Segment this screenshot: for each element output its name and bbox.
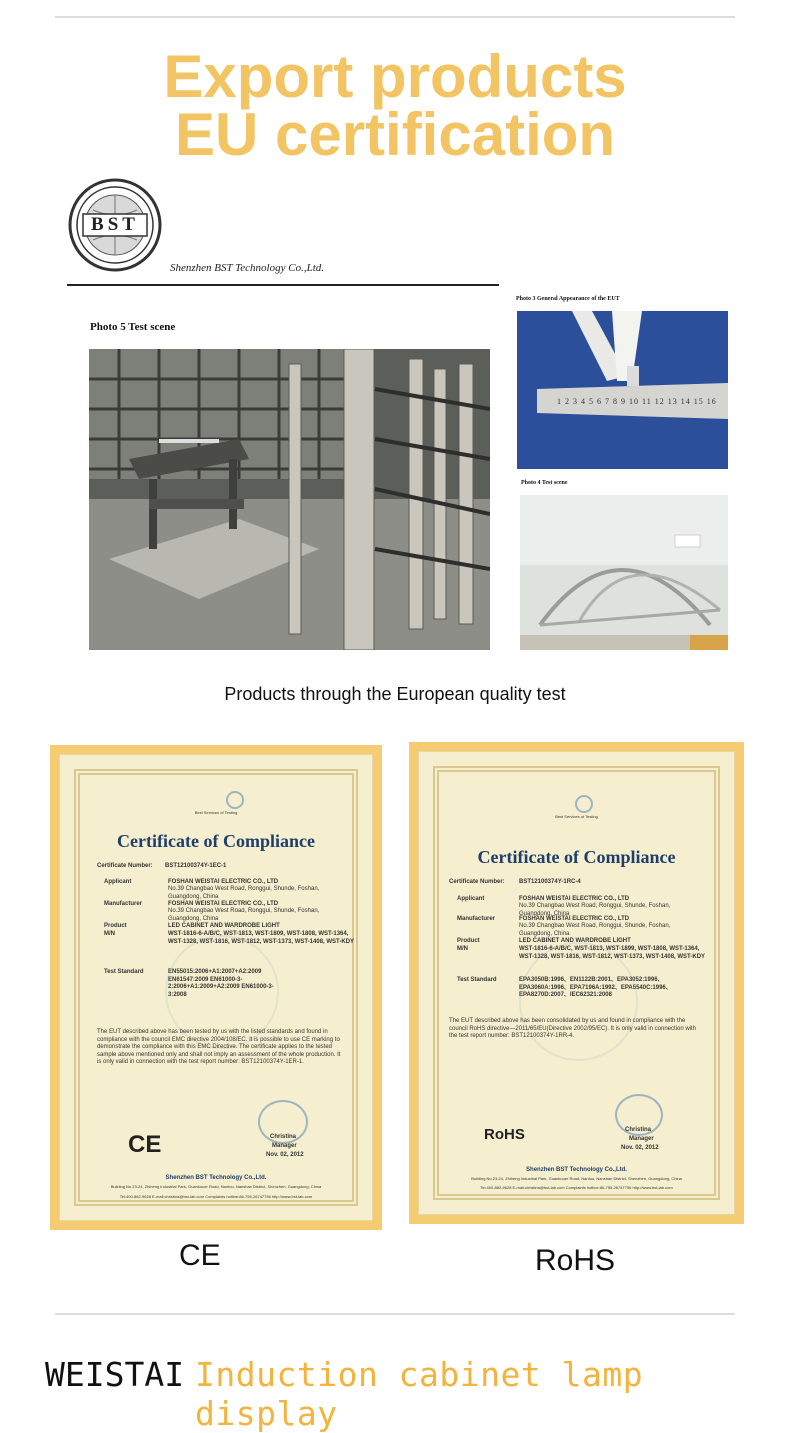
rohs-mn-label: M/N xyxy=(457,946,468,952)
rohs-product: LED CABINET AND WARDROBE LIGHT xyxy=(519,938,631,944)
rohs-manufacturer-label: Manufacturer xyxy=(457,916,496,922)
ce-signer-title: Manager xyxy=(272,1143,297,1149)
rohs-watermark xyxy=(519,942,638,1061)
rohs-contact: Tel:400-882-9628 E-mail:christina@bst-lab.com Complaints hotline:86-755-26747756 http://www.bst-lab.com xyxy=(480,1185,673,1190)
rohs-mn: WST-1816-6-A/B/C, WST-1813, WST-1899, WST-1808, WST-1364, WST-1328, WST-1816, WST-1812, WST-1373, WST-1408, WST-KDY xyxy=(519,946,706,960)
rohs-signer: Christina xyxy=(625,1127,652,1133)
bottom-divider xyxy=(55,1313,735,1315)
rohs-applicant-label: Applicant xyxy=(457,896,485,902)
rohs-org: Best Services of Testing xyxy=(555,814,598,819)
rohs-company: Shenzhen BST Technology Co.,Ltd. xyxy=(526,1167,627,1173)
rohs-signer-title: Manager xyxy=(629,1136,654,1142)
ce-mn: WST-1816-6-A/B/C, WST-1813, WST-1809, WST-1808, WST-1364, WST-1328, WST-1816, WST-1812, WST-1373, WST-1408, WST-KDY xyxy=(168,931,355,945)
ce-company: Shenzhen BST Technology Co.,Ltd. xyxy=(165,1175,267,1181)
rohs-number-label: Certificate Number: xyxy=(449,879,505,885)
ce-org: Best Services of Testing xyxy=(194,810,238,815)
top-divider xyxy=(55,16,735,18)
ce-product-label: Product xyxy=(104,923,127,929)
ce-manufacturer: FOSHAN WEISTAI ELECTRIC CO., LTD xyxy=(168,901,279,907)
rohs-standard: EPA3050B:1996、EN1122B:2001、EPA3052:1996、EPA3060A:1996、EPA7196A:1992、EPA5540C:1996、EPA8270D:2007、IEC62321:2008 xyxy=(519,977,672,998)
photo4-label: Photo 4 Test scene xyxy=(521,480,568,486)
rohs-certificate xyxy=(409,742,744,1224)
rohs-standard-label: Test Standard xyxy=(457,977,497,983)
footer-brand: WEISTAI xyxy=(45,1355,185,1394)
rohs-product-label: Product xyxy=(457,938,480,944)
ce-mark: CE xyxy=(128,1131,162,1158)
photo4-test-scene xyxy=(520,495,728,650)
rohs-mark: RoHS xyxy=(484,1126,525,1143)
ce-number-label: Certificate Number: xyxy=(97,863,153,869)
ce-manufacturer-addr: No.39 Changbao West Road, Ronggui, Shunde, Foshan, Guangdong, China xyxy=(168,908,320,922)
quality-test-caption: Products through the European quality test xyxy=(224,684,566,704)
ce-certificate-title: Certificate of Compliance xyxy=(117,831,315,851)
rohs-number: BST12100374Y-1RC-4 xyxy=(519,879,581,885)
ce-mn-label: M/N xyxy=(104,931,115,937)
ce-certificate-paper xyxy=(59,754,373,1221)
ce-standard-label: Test Standard xyxy=(104,969,144,975)
ce-standard: EN55015:2006+A1:2007+A2:2009 EN61547:2009 EN61000-3-2:2006+A1:2009+A2:2009 EN61000-3-3:2008 xyxy=(168,969,274,998)
rohs-manufacturer: FOSHAN WEISTAI ELECTRIC CO., LTD xyxy=(519,916,630,922)
rohs-applicant: FOSHAN WEISTAI ELECTRIC CO., LTD xyxy=(519,896,630,902)
rohs-date: Nov. 02, 2012 xyxy=(621,1145,659,1151)
ruler-numbers: 1 2 3 4 5 6 7 8 9 10 11 12 13 14 15 16 xyxy=(557,397,717,406)
rohs-statement: The EUT described above has been consolidated by us and found in compliance with the council RoHS directive—2011/65/EU(Directive 2002/95/EC). It is only valid in connection with the test report number: BST12100374Y-1RR-4. xyxy=(449,1018,697,1039)
logo-underline xyxy=(67,284,499,286)
ce-number: BST12100374Y-1EC-1 xyxy=(165,863,227,869)
rohs-address: Building No.23-24, Zhiheng Industrial Park, Guankouer Road, Nantou, Nanshan District, Shenzhen, Guangdong, China xyxy=(471,1176,682,1181)
photo3-eut-appearance xyxy=(517,311,728,469)
rohs-certificate-paper xyxy=(418,751,735,1215)
ce-signer: Christina xyxy=(270,1134,297,1140)
ce-applicant: FOSHAN WEISTAI ELECTRIC CO., LTD xyxy=(168,879,279,885)
ce-top-seal xyxy=(226,791,244,809)
bst-company-name: Shenzhen BST Technology Co.,Ltd. xyxy=(170,262,325,274)
ce-certificate xyxy=(50,745,382,1230)
rohs-label: RoHS xyxy=(535,1244,616,1277)
ce-applicant-label: Applicant xyxy=(104,879,132,885)
page-title-line1: Export products xyxy=(163,43,627,110)
ce-product: LED CABINET AND WARDROBE LIGHT xyxy=(168,923,280,929)
bst-logo xyxy=(65,178,165,273)
ce-applicant-addr: No.39 Changbao West Road, Ronggui, Shunde, Foshan, Guangdong, China xyxy=(168,886,320,900)
ce-label: CE xyxy=(179,1239,221,1272)
page-title-line2: EU certification xyxy=(174,101,616,168)
ce-contact: Tel:400-882-9628 E-mail:christina@bst-lab.com Complaints hotline:86-755-26747756 http://www.bst-lab.com xyxy=(119,1194,313,1199)
photo5-test-scene xyxy=(89,349,490,650)
rohs-applicant-addr: No.39 Changbao West Road, Ronggui, Shunde, Foshan, Guangdong, China xyxy=(519,903,671,917)
rohs-top-seal xyxy=(575,795,593,813)
ce-manufacturer-label: Manufacturer xyxy=(104,901,143,907)
bst-logo-letters: BST xyxy=(91,214,139,235)
ce-date: Nov. 02, 2012 xyxy=(266,1152,304,1158)
footer-tagline: Induction cabinet lamp display xyxy=(195,1355,644,1433)
ce-address: Building No.23-24, Zhiheng Industrial Park, Guankouer Road, Nantou, Nanshan District, Shenzhen, Guangdong, China xyxy=(110,1184,322,1189)
photo3-label: Photo 3 General Appearance of the EUT xyxy=(516,296,620,302)
rohs-certificate-title: Certificate of Compliance xyxy=(477,847,676,867)
rohs-manufacturer-addr: No.39 Changbao West Road, Ronggui, Shunde, Foshan, Guangdong, China xyxy=(519,923,671,937)
photo5-label: Photo 5 Test scene xyxy=(90,321,176,333)
ce-statement: The EUT described above has been tested by us with the listed standards and found in compliance with the council EMC directive 2004/108/EC. It is possible to use CE marking to demonstrate the compliance with this EMC Directive. The certificate applies to the tested sample above mentioned only and shall not imply an assessment of the whole production. It is only valid in connection with the test report number: BST12100374Y-1ER-1. xyxy=(97,1029,341,1065)
